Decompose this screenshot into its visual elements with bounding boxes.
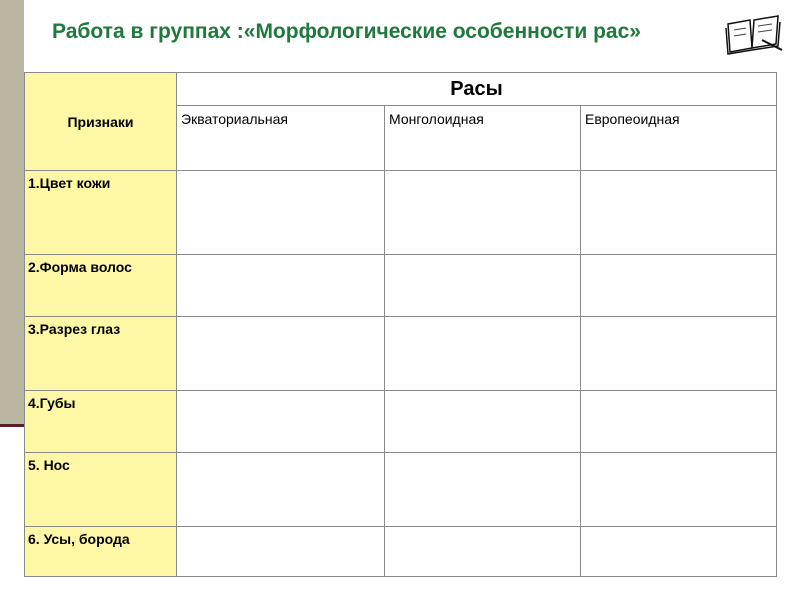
feature-label: 5. Нос — [25, 453, 177, 527]
feature-label: 4.Губы — [25, 391, 177, 453]
table-cell[interactable] — [581, 255, 777, 317]
table-row — [25, 171, 777, 255]
table-cell[interactable] — [177, 171, 385, 255]
races-header: Расы — [177, 73, 777, 106]
table-cell[interactable] — [581, 391, 777, 453]
feature-label: 6. Усы, борода — [25, 527, 177, 577]
table-cell[interactable] — [581, 317, 777, 391]
open-book-icon — [724, 14, 784, 56]
feature-label: 3.Разрез глаз — [25, 317, 177, 391]
table-cell[interactable] — [581, 171, 777, 255]
table-cell[interactable] — [581, 453, 777, 527]
table-cell[interactable] — [177, 317, 385, 391]
table-row — [25, 317, 777, 391]
page-title: Работа в группах :«Морфологические особенности рас» — [52, 20, 641, 43]
table-cell[interactable] — [385, 317, 581, 391]
feature-label: 1.Цвет кожи — [25, 171, 177, 255]
table-cell[interactable] — [385, 391, 581, 453]
table-row — [25, 255, 777, 317]
race-header-caucasoid: Европеоидная — [581, 106, 777, 171]
left-decorative-line — [0, 424, 24, 427]
table-cell[interactable] — [177, 391, 385, 453]
table-row — [25, 527, 777, 577]
table-cell[interactable] — [385, 453, 581, 527]
table-cell[interactable] — [177, 527, 385, 577]
left-decorative-bar — [0, 0, 24, 424]
table-cell[interactable] — [385, 171, 581, 255]
feature-column-header: Признаки — [25, 73, 177, 171]
table-row — [25, 391, 777, 453]
table-row — [25, 453, 777, 527]
race-header-equatorial: Экваториальная — [177, 106, 385, 171]
table-cell[interactable] — [385, 255, 581, 317]
table-cell[interactable] — [385, 527, 581, 577]
feature-label: 2.Форма волос — [25, 255, 177, 317]
race-header-mongoloid: Монголоидная — [385, 106, 581, 171]
races-table — [24, 72, 777, 577]
table-cell[interactable] — [581, 527, 777, 577]
table-cell[interactable] — [177, 255, 385, 317]
table-cell[interactable] — [177, 453, 385, 527]
